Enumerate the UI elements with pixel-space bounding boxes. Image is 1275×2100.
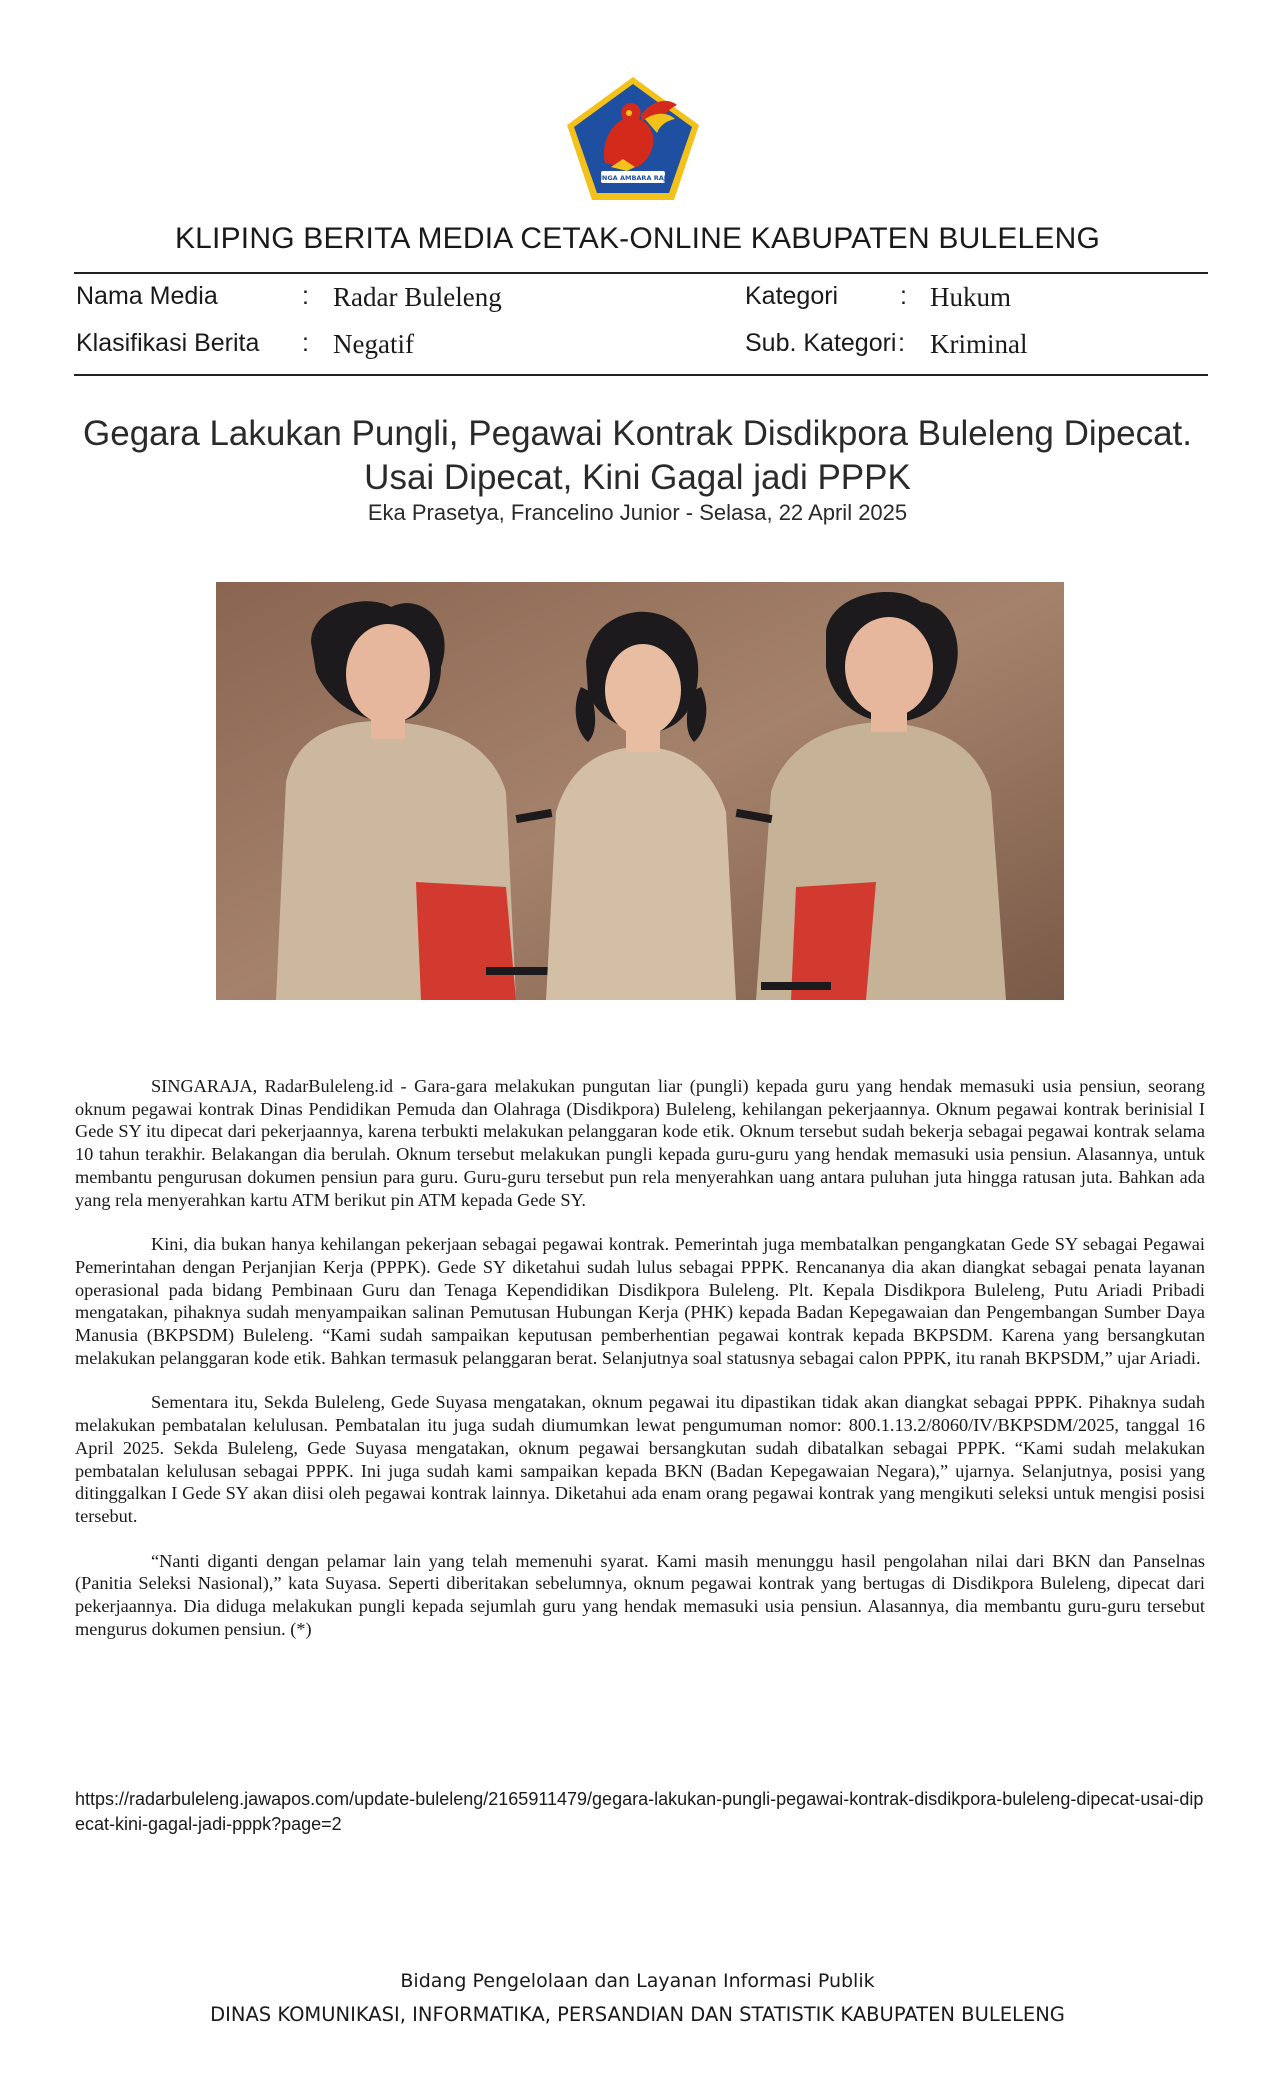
footer-division: Bidang Pengelolaan dan Layanan Informasi Publik — [400, 1970, 875, 1992]
bottom-divider — [74, 374, 1208, 376]
category-label: Kategori — [745, 282, 839, 310]
media-value: Radar Buleleng — [333, 282, 502, 312]
buleleng-regency-logo — [565, 75, 701, 202]
category-colon: : — [900, 282, 907, 310]
media-label: Nama Media — [76, 282, 218, 310]
subcategory-value: Kriminal — [930, 329, 1028, 359]
article-paragraph-4: “Nanti diganti dengan pelamar lain yang telah memenuhi syarat. Kami masih menunggu hasil pengolahan nilai dari BKN dan Panselnas (Panitia Seleksi Nasional),” kata Suyasa. Seperti diberitakan sebelumnya, oknum pegawai kontrak yang bertugas di Disdikpora Buleleng, dipecat dari pekerjaannya. Dia diduga melakukan pungli kepada sejumlah guru yang hendak memasuki usia pensiun. Alasannya, dia membantu guru-guru tersebut mengurus dokumen pensiun. (*) — [75, 1550, 1205, 1639]
classification-value: Negatif — [333, 329, 414, 359]
subcategory-label: Sub. Kategori — [745, 329, 897, 357]
footer-agency: DINAS KOMUNIKASI, INFORMATIKA, PERSANDIAN DAN STATISTIK KABUPATEN BULELENG — [210, 2003, 1065, 2026]
article-byline: Eka Prasetya, Francelino Junior - Selasa, 22 April 2025 — [367, 500, 908, 525]
classification-label: Klasifikasi Berita — [76, 329, 260, 357]
source-url: https://radarbuleleng.jawapos.com/update-buleleng/2165911479/gegara-lakukan-pungli-pegawai-kontrak-disdikpora-buleleng-dipecat-usai-dipecat-kini-gagal-jadi-pppk?page=2 — [75, 1789, 1204, 1834]
article-body — [75, 1075, 1205, 1662]
clipping-title: KLIPING BERITA MEDIA CETAK-ONLINE KABUPATEN BULELENG — [174, 222, 1101, 255]
article-headline — [0, 412, 1275, 500]
category-value: Hukum — [930, 282, 1011, 312]
top-divider — [74, 272, 1208, 274]
media-colon: : — [302, 282, 309, 310]
article-paragraph-2: Kini, dia bukan hanya kehilangan pekerjaan sebagai pegawai kontrak. Pemerintah juga membatalkan pengangkatan Gede SY sebagai Pegawai Pemerintahan dengan Perjanjian Kerja (PPPK). Gede SY diketahui sudah lulus sebagai PPPK. Rencananya dia akan diangkat sebagai penata layanan operasional pada bidang Pembinaan Guru dan Tenaga Kependidikan Disdikpora Buleleng. Plt. Kepala Disdikpora Buleleng, Putu Ariadi Pribadi mengatakan, pihaknya sudah menyampaikan salinan Pemutusan Hubungan Kerja (PHK) kepada Badan Kepegawaian dan Pengembangan Sumber Daya Manusia (BKPSDM) Buleleng. “Kami sudah sampaikan keputusan pemberhentian pegawai kontrak kepada BKPSDM. Karena yang bersangkutan melakukan pelanggaran kode etik. Bahkan termasuk pelanggaran berat. Selanjutnya soal statusnya sebagai calon PPPK, itu ranah BKPSDM,” ujar Ariadi. — [75, 1234, 1205, 1368]
headline-line-2: Usai Dipecat, Kini Gagal jadi PPPK — [364, 458, 911, 497]
classification-colon: : — [302, 329, 309, 357]
article-illustration — [216, 582, 1064, 1000]
logo-motto-text: SINGA AMBARA RAJA — [594, 174, 672, 182]
article-paragraph-1: SINGARAJA, RadarBuleleng.id - Gara-gara melakukan pungutan liar (pungli) kepada guru yang hendak memasuki usia pensiun, seorang oknum pegawai kontrak Dinas Pendidikan Pemuda dan Olahraga (Disdikpora) Buleleng, kehilangan pekerjaannya. Oknum pegawai kontrak berinisial I Gede SY itu dipecat dari pekerjaannya, karena terbukti melakukan pelanggaran kode etik. Oknum tersebut sudah bekerja sebagai pegawai kontrak selama 10 tahun terakhir. Belakangan dia berulah. Oknum tersebut melakukan pungli kepada guru-guru yang hendak memasuki usia pensiun. Alasannya, untuk membantu pengurusan dokumen pensiun para guru. Guru-guru tersebut pun rela menyerahkan uang antara puluhan juta hingga ratusan juta. Bahkan ada yang rela menyerahkan kartu ATM berikut pin ATM kepada Gede SY. — [75, 1076, 1205, 1210]
headline-line-1: Gegara Lakukan Pungli, Pegawai Kontrak Disdikpora Buleleng Dipecat. — [83, 414, 1192, 453]
subcategory-colon: : — [898, 329, 905, 357]
article-paragraph-3: Sementara itu, Sekda Buleleng, Gede Suyasa mengatakan, oknum pegawai itu dipastikan tidak akan diangkat sebagai PPPK. Pihaknya sudah melakukan pembatalan kelulusan. Pembatalan itu juga sudah diumumkan lewat pengumuman nomor: 800.1.13.2/8060/IV/BKPSDM/2025, tanggal 16 April 2025. Sekda Buleleng, Gede Suyasa mengatakan, oknum pegawai bersangkutan sudah dibatalkan sebagai PPPK. “Kami sudah melakukan pembatalan kelulusan sebagai PPPK. Ini juga sudah kami sampaikan kepada BKN (Badan Kepegawaian Negara),” ujarnya. Selanjutnya, posisi yang ditinggalkan I Gede SY akan diisi oleh pegawai kontrak lainnya. Diketahui ada enam orang pegawai kontrak yang mengikuti seleksi untuk mengisi posisi tersebut. — [75, 1392, 1205, 1526]
